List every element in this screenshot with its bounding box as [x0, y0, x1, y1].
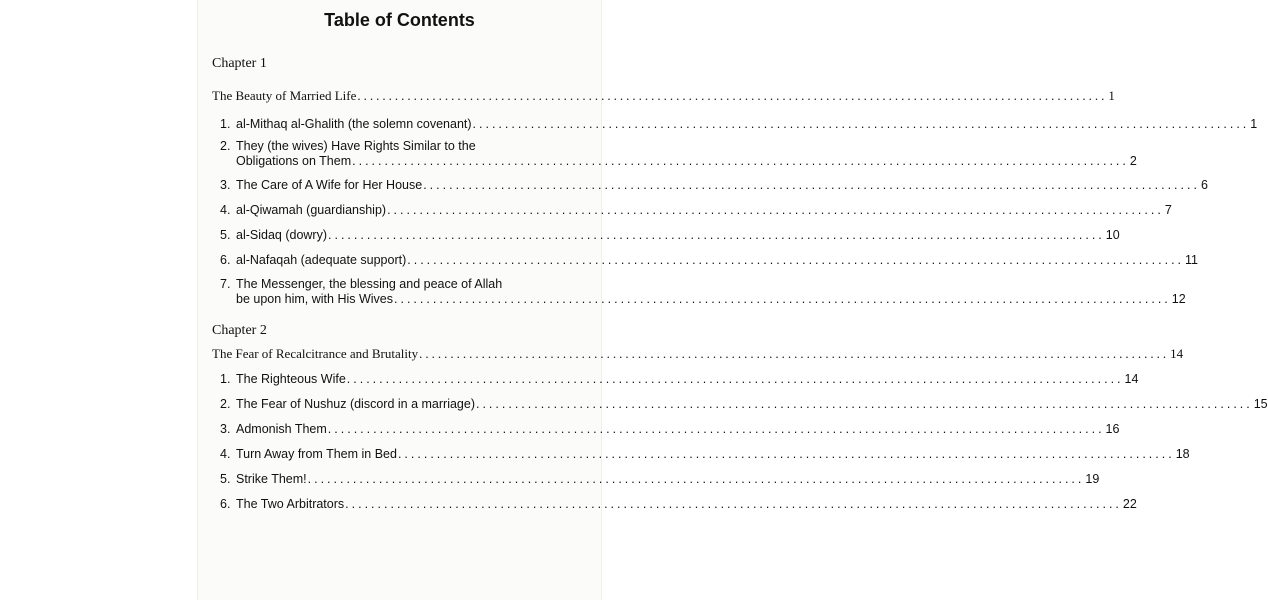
toc-item: [220, 277, 1186, 307]
page-number: 2: [1129, 154, 1137, 168]
toc-item: [220, 497, 1137, 512]
dot-leader: ........................................................................................................................: [472, 117, 1250, 131]
item-number: 1.: [220, 117, 231, 131]
item-number: 7.: [220, 277, 231, 291]
dot-leader: ........................................................................................................................: [352, 154, 1129, 168]
toc-item: [220, 372, 1139, 387]
dot-leader: ........................................................................................................................: [357, 88, 1108, 103]
item-title: The Two Arbitrators: [236, 497, 345, 511]
dot-leader: ........................................................................................................................: [407, 253, 1185, 267]
toc-item: [220, 228, 1120, 243]
item-number: 6.: [220, 253, 231, 267]
item-title-line2: be upon him, with His Wives: [236, 292, 394, 306]
page-number: 22: [1122, 497, 1137, 511]
page-number: 19: [1085, 472, 1100, 486]
page-number: 1: [1250, 117, 1258, 131]
dot-leader: ........................................................................................................................: [475, 397, 1253, 411]
dot-leader: ........................................................................................................................: [327, 422, 1105, 436]
page-number: 7: [1164, 203, 1172, 217]
item-title: Admonish Them: [236, 422, 327, 436]
page-number: 1: [1108, 88, 1115, 103]
toc-item: [220, 472, 1100, 487]
page-number: 16: [1105, 422, 1120, 436]
dot-leader: ........................................................................................................................: [394, 292, 1171, 306]
item-number: 2.: [220, 397, 231, 411]
item-title-line2: Obligations on Them: [236, 154, 352, 168]
item-number: 6.: [220, 497, 231, 511]
dot-leader: ........................................................................................................................: [397, 447, 1175, 461]
page-number: 10: [1105, 228, 1120, 242]
item-title: al-Sidaq (dowry): [236, 228, 328, 242]
item-title: The Fear of Nushuz (discord in a marriage): [236, 397, 475, 411]
item-number: 3.: [220, 178, 231, 192]
page-title: Table of Contents: [324, 10, 475, 30]
page-number: 11: [1185, 253, 1198, 267]
item-title-line1: The Messenger, the blessing and peace of Allah: [236, 277, 503, 291]
page-number: 6: [1200, 178, 1208, 192]
item-number: 5.: [220, 228, 231, 242]
dot-leader: ........................................................................................................................: [345, 497, 1122, 511]
item-number: 4.: [220, 447, 231, 461]
page-number: 15: [1253, 397, 1268, 411]
item-title: The Righteous Wife: [236, 372, 346, 386]
chapter-heading: Chapter 2: [212, 323, 267, 338]
chapter-heading: Chapter 1: [212, 56, 267, 71]
item-title: al-Nafaqah (adequate support): [236, 253, 407, 267]
toc-item: [220, 447, 1190, 462]
dot-leader: ........................................................................................................................: [346, 372, 1124, 386]
page-number: 14: [1124, 372, 1139, 386]
dot-leader: ........................................................................................................................: [419, 346, 1170, 361]
toc-item: [220, 253, 1198, 268]
item-title: al-Mithaq al-Ghalith (the solemn covenant): [236, 117, 472, 131]
toc-item: [220, 117, 1258, 132]
toc-item: [220, 203, 1172, 218]
item-title: al-Qiwamah (guardianship): [236, 203, 387, 217]
item-number: 1.: [220, 372, 231, 386]
item-title: The Care of A Wife for Her House: [236, 178, 423, 192]
book-page: [198, 0, 1268, 600]
dot-leader: ........................................................................................................................: [423, 178, 1200, 192]
item-number: 3.: [220, 422, 231, 436]
page-number: 12: [1171, 292, 1186, 306]
dot-leader: ........................................................................................................................: [328, 228, 1105, 242]
toc-item: [220, 139, 1137, 169]
item-number: 5.: [220, 472, 231, 486]
item-title-line1: They (the wives) Have Rights Similar to the: [236, 139, 476, 153]
item-number: 4.: [220, 203, 231, 217]
section-entry: [212, 88, 1115, 103]
section-title: The Beauty of Married Life: [212, 88, 357, 103]
toc-item: [220, 422, 1120, 437]
dot-leader: ........................................................................................................................: [307, 472, 1085, 486]
item-number: 2.: [220, 139, 231, 153]
item-title: Turn Away from Them in Bed: [236, 447, 397, 461]
item-title: Strike Them!: [236, 472, 307, 486]
section-title: The Fear of Recalcitrance and Brutality: [212, 346, 419, 361]
toc-item: [220, 178, 1208, 193]
page-number: 14: [1170, 346, 1184, 361]
page-number: 18: [1175, 447, 1190, 461]
toc-item: [220, 397, 1268, 412]
section-entry: [212, 346, 1184, 361]
dot-leader: ........................................................................................................................: [387, 203, 1164, 217]
